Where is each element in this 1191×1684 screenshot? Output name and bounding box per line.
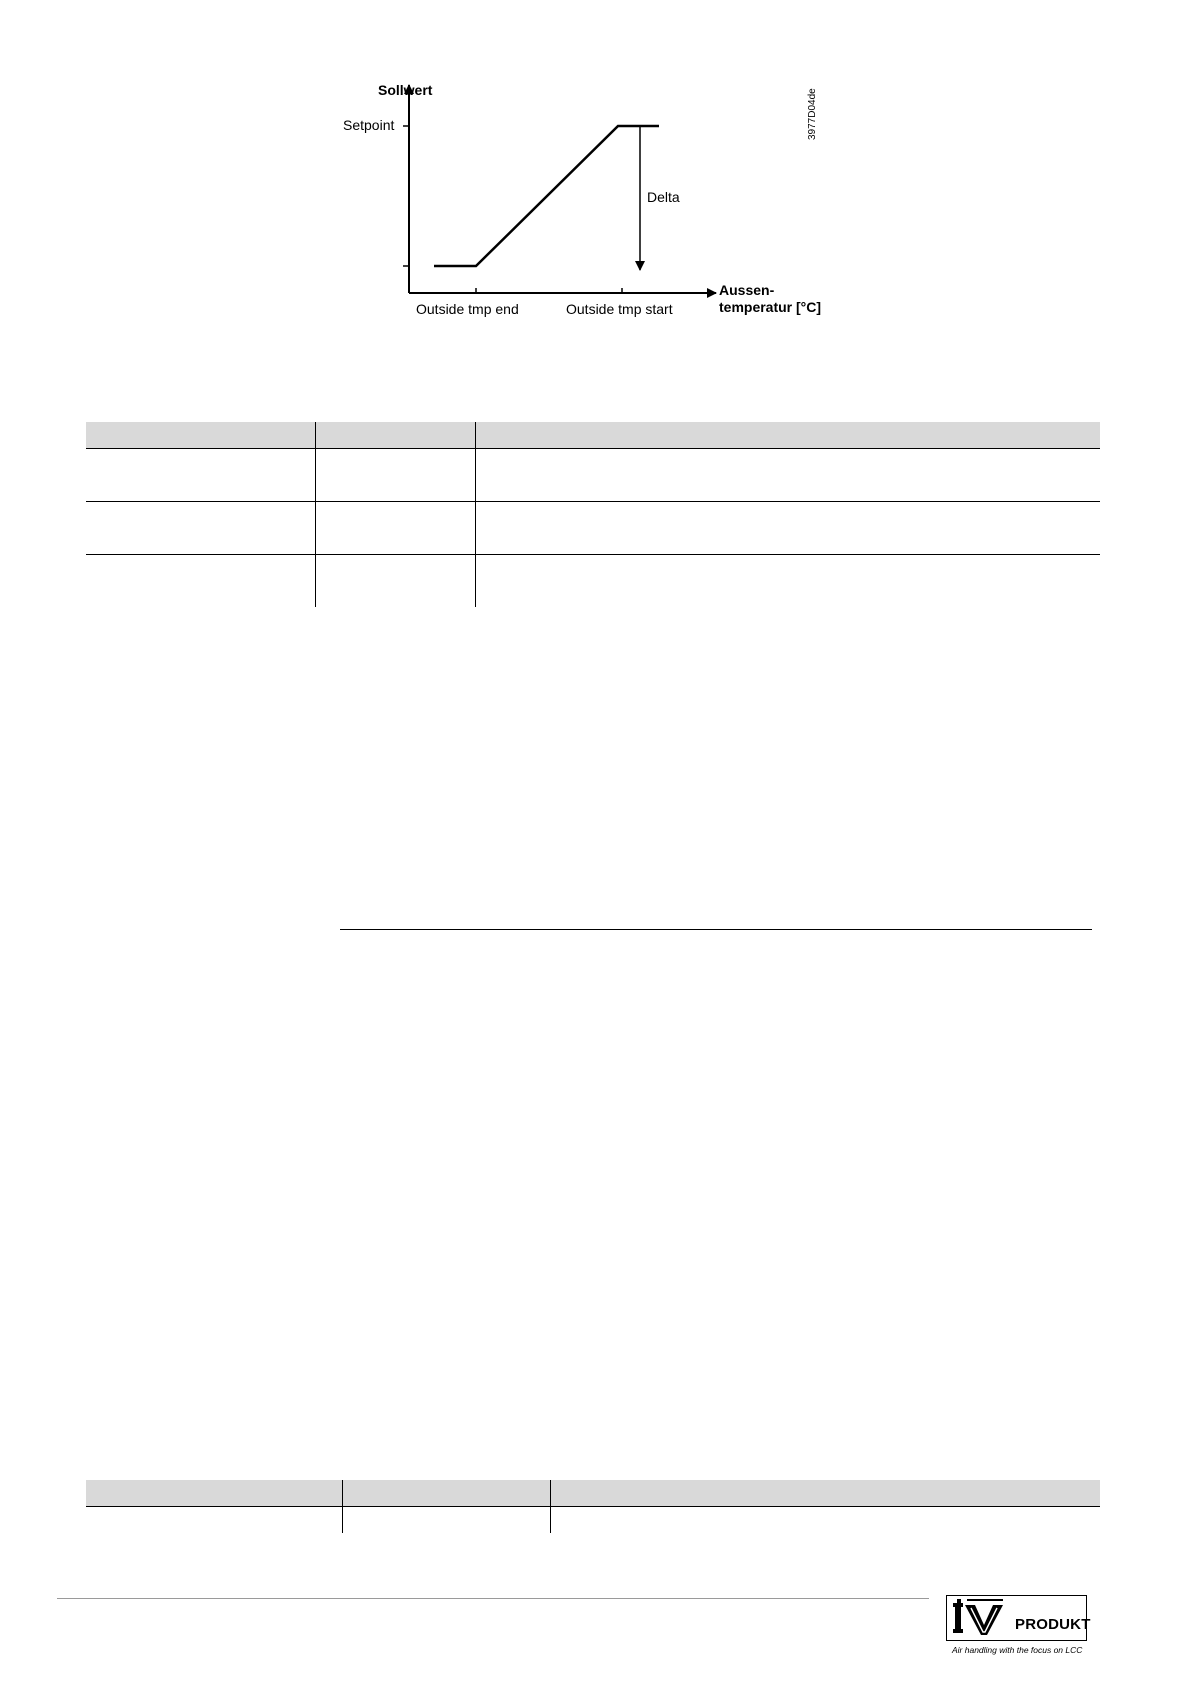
table-cell xyxy=(475,502,1100,555)
x-tick-label-end: Outside tmp end xyxy=(416,301,519,317)
x-axis-label-line1: Aussen- xyxy=(719,282,775,298)
table-header-cell xyxy=(86,1480,342,1507)
logo-wordmark: PRODUKT xyxy=(1015,1616,1091,1633)
footer-divider xyxy=(57,1598,929,1599)
table-cell xyxy=(475,449,1100,502)
table-cell xyxy=(86,555,315,608)
table-cell xyxy=(315,449,475,502)
iv-produkt-logo xyxy=(946,1595,1090,1659)
table-header-row xyxy=(86,422,1100,449)
delta-label: Delta xyxy=(647,189,680,205)
table-row xyxy=(86,555,1100,608)
setpoint-label: Setpoint xyxy=(343,117,395,133)
table-header-cell xyxy=(86,422,315,449)
table-row xyxy=(86,449,1100,502)
table-cell xyxy=(315,502,475,555)
table-header-cell xyxy=(475,422,1100,449)
table-cell xyxy=(475,555,1100,608)
table-cell xyxy=(550,1507,1100,1534)
x-axis-label-line2: temperatur [°C] xyxy=(719,299,822,315)
table-row xyxy=(86,502,1100,555)
table-cell xyxy=(86,449,315,502)
logo-frame xyxy=(946,1595,1091,1641)
table-cell xyxy=(315,555,475,608)
table-header-cell xyxy=(550,1480,1100,1507)
table-header-cell xyxy=(315,422,475,449)
parameter-table-2 xyxy=(86,1480,1100,1533)
parameter-table-1 xyxy=(86,422,1100,607)
table-cell xyxy=(342,1507,550,1534)
table-row xyxy=(86,1507,1100,1534)
iv-logo-mark-icon xyxy=(951,1599,1017,1637)
table-cell xyxy=(86,1507,342,1534)
table-header-cell xyxy=(342,1480,550,1507)
diagram-svg xyxy=(330,72,850,334)
table-cell xyxy=(86,502,315,555)
logo-tagline: Air handling with the focus on LCC xyxy=(952,1645,1083,1655)
figure-code: 3977D04de xyxy=(807,88,818,140)
y-axis-label: Sollwert xyxy=(378,82,433,98)
setpoint-compensation-diagram xyxy=(330,72,850,334)
setpoint-curve xyxy=(434,126,659,266)
x-tick-label-start: Outside tmp start xyxy=(566,301,673,317)
table-header-row xyxy=(86,1480,1100,1507)
section-divider xyxy=(340,929,1092,930)
